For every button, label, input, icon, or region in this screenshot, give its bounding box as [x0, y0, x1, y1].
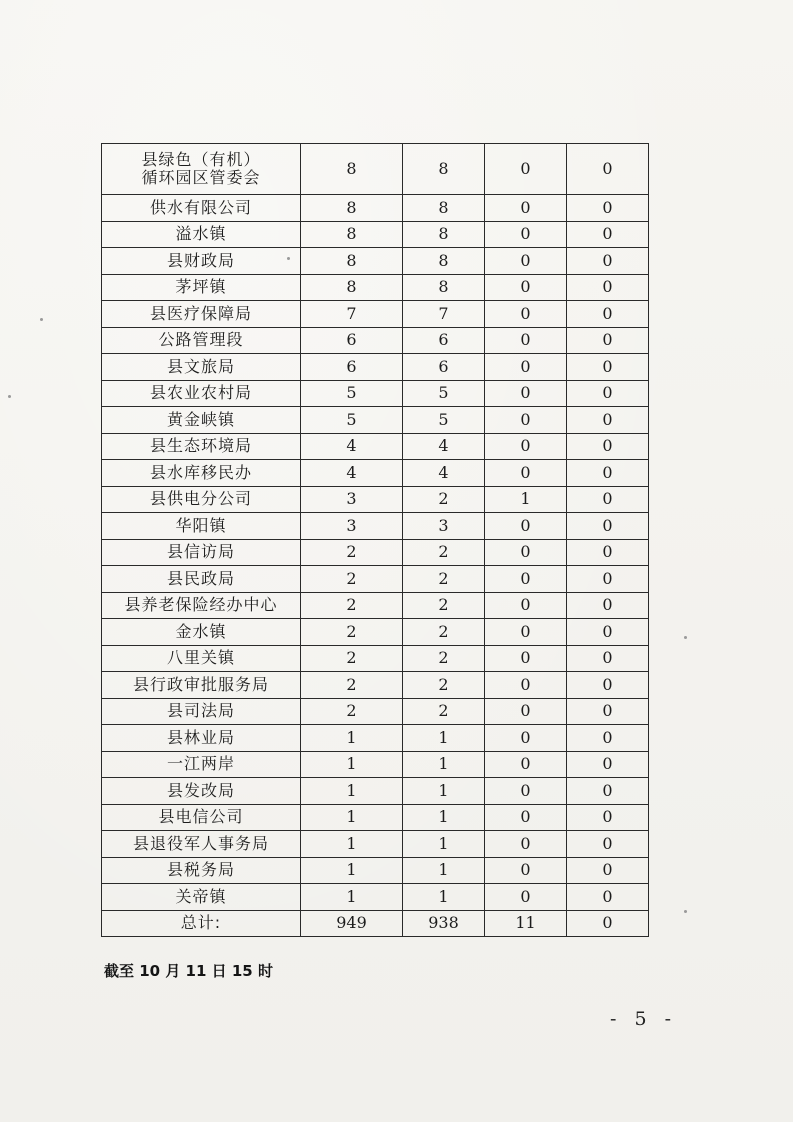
- value-cell-c: 0: [485, 301, 567, 328]
- value-cell-c: 0: [485, 645, 567, 672]
- unit-name-cell: 县医疗保障局: [102, 301, 301, 328]
- value-cell-b: 4: [403, 460, 485, 487]
- total-label-cell: 总计:: [102, 910, 301, 937]
- value-cell-a: 8: [301, 248, 403, 275]
- value-cell-b: 8: [403, 195, 485, 222]
- value-cell-b: 5: [403, 380, 485, 407]
- table-row: [102, 884, 649, 911]
- table-row: [102, 645, 649, 672]
- value-cell-a: 3: [301, 486, 403, 513]
- total-value-a: 949: [301, 910, 403, 937]
- unit-name-cell: 茅坪镇: [102, 274, 301, 301]
- value-cell-a: 2: [301, 619, 403, 646]
- statistics-table: [101, 143, 649, 937]
- scan-speck: [684, 636, 687, 639]
- table-row: [102, 592, 649, 619]
- value-cell-d: 0: [567, 698, 649, 725]
- value-cell-a: 4: [301, 433, 403, 460]
- unit-name-cell: 一江两岸: [102, 751, 301, 778]
- value-cell-b: 2: [403, 672, 485, 699]
- value-cell-d: 0: [567, 566, 649, 593]
- table-row: [102, 195, 649, 222]
- unit-name-cell: 县信访局: [102, 539, 301, 566]
- value-cell-b: 2: [403, 486, 485, 513]
- value-cell-d: 0: [567, 274, 649, 301]
- value-cell-a: 6: [301, 354, 403, 381]
- unit-name-line-1: 县绿色（有机）: [141, 150, 261, 169]
- value-cell-c: 0: [485, 513, 567, 540]
- value-cell-a: 1: [301, 751, 403, 778]
- table-row: [102, 380, 649, 407]
- total-value-d: 0: [567, 910, 649, 937]
- value-cell-d: 0: [567, 433, 649, 460]
- value-cell-a: 1: [301, 884, 403, 911]
- value-cell-c: 0: [485, 672, 567, 699]
- value-cell-c: 0: [485, 195, 567, 222]
- unit-name-cell: 关帝镇: [102, 884, 301, 911]
- unit-name-line-2: 循环园区管委会: [141, 168, 261, 187]
- unit-name-cell: 县行政审批服务局: [102, 672, 301, 699]
- value-cell-c: 0: [485, 592, 567, 619]
- value-cell-a: 2: [301, 698, 403, 725]
- table-row: [102, 566, 649, 593]
- value-cell-b: 1: [403, 778, 485, 805]
- value-cell-c: 0: [485, 619, 567, 646]
- unit-name-cell: 县民政局: [102, 566, 301, 593]
- value-cell-c: 0: [485, 407, 567, 434]
- unit-name-cell: 县税务局: [102, 857, 301, 884]
- table-total-row: [102, 910, 649, 937]
- value-cell-c: 0: [485, 221, 567, 248]
- value-cell-a: 5: [301, 380, 403, 407]
- unit-name-cell: 县文旅局: [102, 354, 301, 381]
- scan-speck: [40, 318, 43, 321]
- value-cell-b: 7: [403, 301, 485, 328]
- table-row: [102, 751, 649, 778]
- value-cell-b: 1: [403, 725, 485, 752]
- value-cell-a: 8: [301, 221, 403, 248]
- table-row: [102, 831, 649, 858]
- value-cell-a: 5: [301, 407, 403, 434]
- unit-name-cell: 县发改局: [102, 778, 301, 805]
- value-cell-b: 1: [403, 857, 485, 884]
- value-cell-a: 2: [301, 566, 403, 593]
- value-cell-d: 0: [567, 672, 649, 699]
- unit-name-cell: 县电信公司: [102, 804, 301, 831]
- unit-name-cell: 县养老保险经办中心: [102, 592, 301, 619]
- value-cell-d: 0: [567, 831, 649, 858]
- table-row: [102, 433, 649, 460]
- table-row: [102, 698, 649, 725]
- table-row: [102, 407, 649, 434]
- value-cell-a: 1: [301, 725, 403, 752]
- value-cell-d: 0: [567, 645, 649, 672]
- table-row: [102, 327, 649, 354]
- total-value-c: 11: [485, 910, 567, 937]
- value-cell-b: 8: [403, 274, 485, 301]
- value-cell-d: 0: [567, 619, 649, 646]
- value-cell-a: 8: [301, 144, 403, 195]
- table-row: [102, 513, 649, 540]
- table-row: [102, 486, 649, 513]
- value-cell-a: 1: [301, 804, 403, 831]
- value-cell-a: 7: [301, 301, 403, 328]
- unit-name-cell: 县财政局: [102, 248, 301, 275]
- value-cell-c: 0: [485, 831, 567, 858]
- table-row: [102, 144, 649, 195]
- page-number: - 5 -: [610, 1008, 678, 1030]
- table-row: [102, 460, 649, 487]
- value-cell-b: 2: [403, 566, 485, 593]
- value-cell-b: 2: [403, 645, 485, 672]
- unit-name-cell: 供水有限公司: [102, 195, 301, 222]
- table-row: [102, 539, 649, 566]
- unit-name-cell: 县供电分公司: [102, 486, 301, 513]
- scan-speck: [8, 395, 11, 398]
- value-cell-a: 3: [301, 513, 403, 540]
- unit-name-cell: 县水库移民办: [102, 460, 301, 487]
- unit-name-cell: 八里关镇: [102, 645, 301, 672]
- unit-name-cell: 县司法局: [102, 698, 301, 725]
- unit-name-cell: 金水镇: [102, 619, 301, 646]
- value-cell-a: 8: [301, 195, 403, 222]
- value-cell-b: 6: [403, 327, 485, 354]
- value-cell-b: 8: [403, 144, 485, 195]
- value-cell-b: 2: [403, 539, 485, 566]
- value-cell-c: 0: [485, 248, 567, 275]
- table-row: [102, 221, 649, 248]
- unit-name-cell: 华阳镇: [102, 513, 301, 540]
- value-cell-a: 1: [301, 778, 403, 805]
- value-cell-a: 1: [301, 831, 403, 858]
- value-cell-b: 1: [403, 884, 485, 911]
- value-cell-d: 0: [567, 327, 649, 354]
- value-cell-d: 0: [567, 460, 649, 487]
- value-cell-d: 0: [567, 804, 649, 831]
- table-row: [102, 778, 649, 805]
- value-cell-c: 0: [485, 566, 567, 593]
- value-cell-b: 2: [403, 592, 485, 619]
- table-row: [102, 857, 649, 884]
- value-cell-d: 0: [567, 195, 649, 222]
- value-cell-b: 8: [403, 221, 485, 248]
- unit-name-cell: 公路管理段: [102, 327, 301, 354]
- value-cell-b: 6: [403, 354, 485, 381]
- unit-name-cell: [102, 144, 301, 195]
- value-cell-a: 8: [301, 274, 403, 301]
- value-cell-c: 0: [485, 433, 567, 460]
- value-cell-d: 0: [567, 884, 649, 911]
- value-cell-b: 3: [403, 513, 485, 540]
- value-cell-a: 2: [301, 672, 403, 699]
- value-cell-d: 0: [567, 486, 649, 513]
- value-cell-a: 2: [301, 592, 403, 619]
- value-cell-d: 0: [567, 725, 649, 752]
- value-cell-c: 0: [485, 884, 567, 911]
- value-cell-a: 4: [301, 460, 403, 487]
- value-cell-d: 0: [567, 221, 649, 248]
- unit-name-cell: 县生态环境局: [102, 433, 301, 460]
- value-cell-b: 1: [403, 751, 485, 778]
- value-cell-c: 0: [485, 778, 567, 805]
- value-cell-c: 0: [485, 725, 567, 752]
- table-row: [102, 619, 649, 646]
- value-cell-c: 0: [485, 380, 567, 407]
- value-cell-d: 0: [567, 301, 649, 328]
- unit-name-cell: 县退役军人事务局: [102, 831, 301, 858]
- value-cell-a: 2: [301, 645, 403, 672]
- value-cell-c: 0: [485, 354, 567, 381]
- unit-name-cell: 黄金峡镇: [102, 407, 301, 434]
- scan-speck: [287, 257, 290, 260]
- value-cell-a: 6: [301, 327, 403, 354]
- table-row: [102, 274, 649, 301]
- value-cell-b: 2: [403, 698, 485, 725]
- value-cell-a: 1: [301, 857, 403, 884]
- value-cell-c: 0: [485, 539, 567, 566]
- table-row: [102, 248, 649, 275]
- table-row: [102, 804, 649, 831]
- value-cell-c: 0: [485, 751, 567, 778]
- value-cell-d: 0: [567, 857, 649, 884]
- value-cell-d: 0: [567, 354, 649, 381]
- value-cell-d: 0: [567, 407, 649, 434]
- value-cell-b: 8: [403, 248, 485, 275]
- value-cell-a: 2: [301, 539, 403, 566]
- value-cell-d: 0: [567, 592, 649, 619]
- table-row: [102, 672, 649, 699]
- table-row: [102, 354, 649, 381]
- unit-name-cell: 县农业农村局: [102, 380, 301, 407]
- table-row: [102, 301, 649, 328]
- value-cell-d: 0: [567, 144, 649, 195]
- value-cell-b: 4: [403, 433, 485, 460]
- value-cell-c: 0: [485, 804, 567, 831]
- unit-name-cell: 溢水镇: [102, 221, 301, 248]
- value-cell-c: 0: [485, 144, 567, 195]
- scan-speck: [684, 910, 687, 913]
- value-cell-b: 1: [403, 804, 485, 831]
- cutoff-time-note: 截至 10 月 11 日 15 时: [104, 962, 273, 980]
- table-row: [102, 725, 649, 752]
- value-cell-c: 0: [485, 274, 567, 301]
- value-cell-c: 0: [485, 698, 567, 725]
- value-cell-b: 5: [403, 407, 485, 434]
- value-cell-c: 0: [485, 857, 567, 884]
- unit-name-cell: 县林业局: [102, 725, 301, 752]
- value-cell-d: 0: [567, 513, 649, 540]
- value-cell-c: 0: [485, 327, 567, 354]
- value-cell-d: 0: [567, 751, 649, 778]
- value-cell-d: 0: [567, 539, 649, 566]
- value-cell-b: 2: [403, 619, 485, 646]
- value-cell-d: 0: [567, 778, 649, 805]
- value-cell-b: 1: [403, 831, 485, 858]
- total-value-b: 938: [403, 910, 485, 937]
- value-cell-d: 0: [567, 380, 649, 407]
- value-cell-c: 0: [485, 460, 567, 487]
- value-cell-c: 1: [485, 486, 567, 513]
- value-cell-d: 0: [567, 248, 649, 275]
